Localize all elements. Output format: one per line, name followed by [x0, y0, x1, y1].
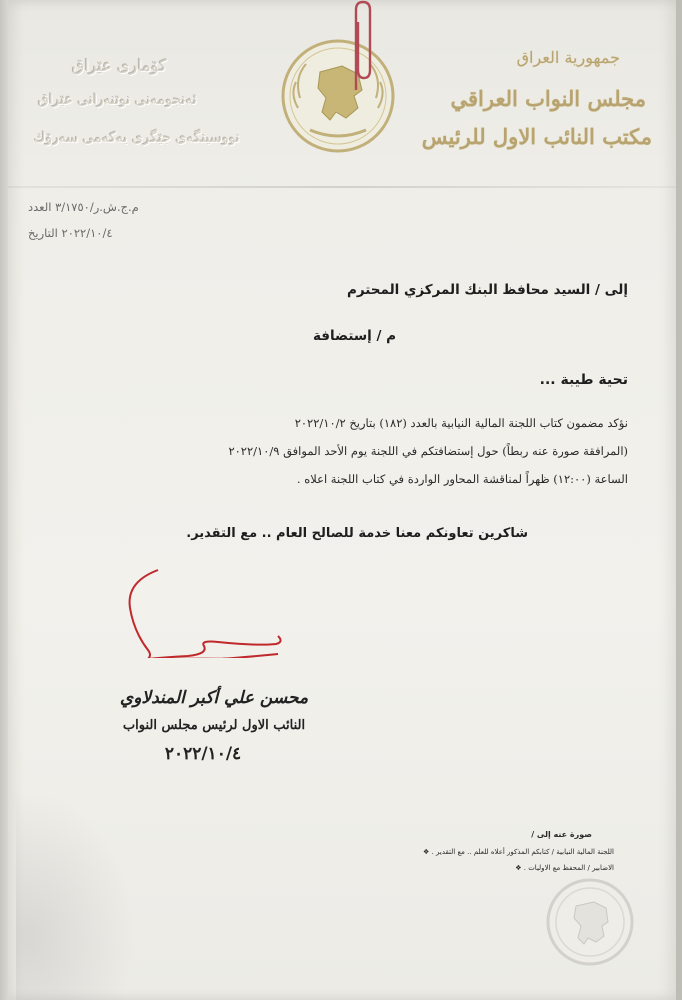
copies-item-2: [515, 864, 614, 872]
copies-heading: صورة عنه إلى /: [531, 830, 592, 839]
page-shadow: [16, 790, 136, 1000]
signer-date: [128, 744, 278, 764]
parliament-emblem-icon: [280, 38, 396, 154]
letter-body-line-3: الساعة (١٢:٠٠) ظهراً لمناقشة المحاور الواردة في كتاب اللجنة اعلاه .: [296, 472, 628, 486]
bullet-icon: ❖: [423, 848, 430, 856]
reference-number-value: م.ج.ش.ر/٣/١٧٥٠: [55, 200, 139, 214]
reference-date: [22, 226, 113, 240]
letter-body-line-2: (المرافقة صورة عنه ربطاً) حول إستضافتكم في اللجنة يوم الأحد الموافق ٢٠٢٢/١٠/٩: [228, 444, 628, 458]
reference-number-label: العدد: [28, 200, 52, 214]
reference-number: [22, 200, 139, 214]
bullet-icon: ❖: [515, 864, 522, 872]
embossed-seal-icon: [544, 876, 636, 968]
signer-date-text: ٢٠٢٢/١٠/٤: [164, 744, 242, 764]
reference-date-value: ٢٠٢٢/١٠/٤: [61, 226, 113, 240]
kurdish-header-line-1: کۆماری عێراق: [72, 56, 167, 75]
arabic-header-line-2: مجلس النواب العراقي: [450, 86, 646, 111]
signature-icon: [108, 548, 378, 658]
kurdish-header-line-2: ئەنجومەنی نوێنەرانی عێراق: [38, 92, 198, 108]
kurdish-header-line-3: نووسینگەی جێگری یەکەمی سەرۆك: [34, 130, 240, 146]
letter-sheet: [8, 0, 676, 1000]
paper-clip-icon: [346, 0, 376, 96]
letter-closing: شاكرين تعاونكم معنا خدمة للصالح العام .. مع التقدير.: [186, 526, 528, 541]
signer-title: النائب الاول لرئيس مجلس النواب: [122, 718, 306, 733]
copies-item-1-text: اللجنة المالية النيابية / كتابكم المذكور أعلاه للعلم .. مع التقدير .: [431, 848, 614, 856]
left-edge: [0, 0, 8, 1000]
copies-item-2-text: الاضابير / المحفظ مع الاوليات .: [523, 864, 614, 872]
signer-name: محسن علي أكبر المندلاوي: [119, 688, 309, 708]
reference-date-label: التاريخ: [28, 226, 58, 240]
header-divider: [8, 186, 676, 188]
letter-addressee: إلى / السيد محافظ البنك المركزي المحترم: [346, 282, 628, 298]
letter-body-line-1: نؤكد مضمون كتاب اللجنة المالية النيابية بالعدد (١٨٢) بتاريخ ٢٠٢٢/١٠/٢: [294, 416, 628, 430]
letter-subject: م / إستضافة: [312, 328, 396, 344]
arabic-header-line-1: جمهورية العراق: [516, 48, 620, 67]
arabic-header-line-3: مكتب النائب الاول للرئيس: [421, 124, 652, 149]
copies-item-1: [423, 848, 614, 856]
letter-greeting: تحية طيبة ...: [539, 372, 628, 388]
